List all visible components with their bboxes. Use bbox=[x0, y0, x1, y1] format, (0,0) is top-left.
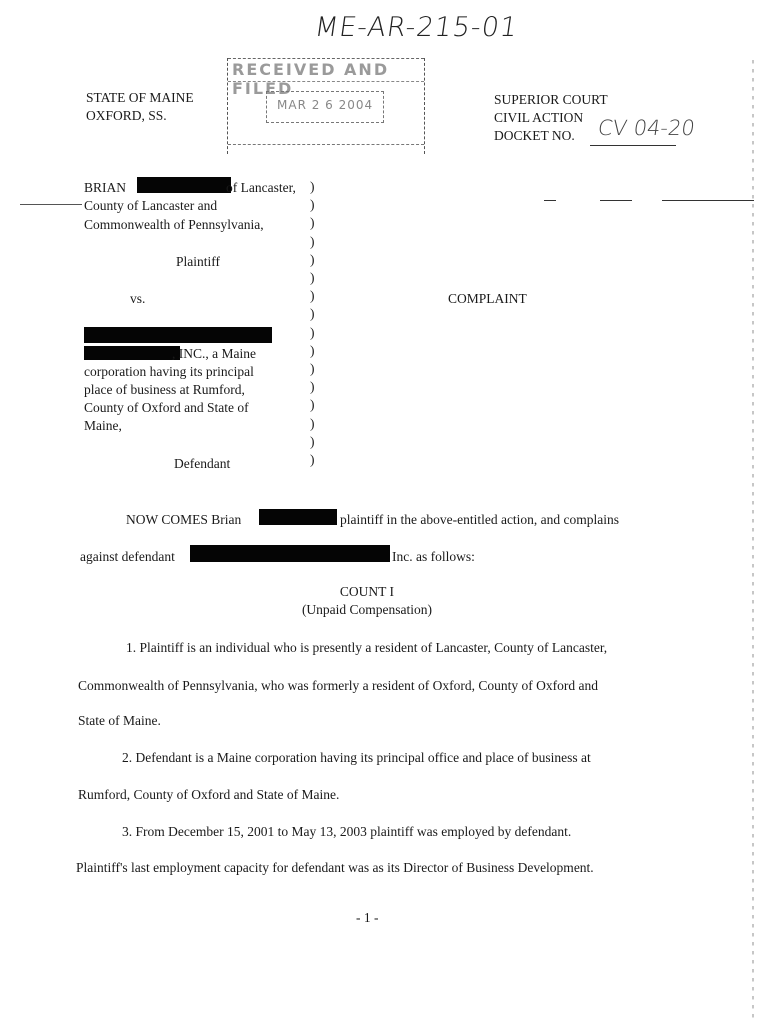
redaction-intro-plaintiff bbox=[259, 509, 337, 525]
header-docket-label: DOCKET NO. bbox=[494, 128, 575, 143]
plaintiff-county: County of Lancaster and bbox=[84, 198, 218, 213]
paragraph-3-line-1: 3. From December 15, 2001 to May 13, 2003 plaintiff was employed by defendant. bbox=[122, 824, 572, 839]
page-number: - 1 - bbox=[356, 910, 379, 925]
defendant-line-1: , INC., a Maine bbox=[172, 346, 256, 361]
intro-line-1-end: plaintiff in the above-entitled action, and complains bbox=[340, 512, 620, 527]
paragraph-1-line-3: State of Maine. bbox=[78, 713, 161, 728]
intro-line-2-start: against defendant bbox=[80, 549, 175, 564]
handwritten-case-ref: ME-AR-215-01 bbox=[312, 12, 521, 43]
intro-line-2-end: Inc. as follows: bbox=[392, 549, 475, 564]
stamp-bottom-rule bbox=[228, 144, 424, 145]
scan-edge-artifact bbox=[752, 60, 754, 1020]
docket-underline bbox=[590, 145, 676, 146]
paragraph-1-line-1: 1. Plaintiff is an individual who is presently a resident of Lancaster, County of Lancaster, bbox=[126, 640, 608, 655]
paragraph-2-line-1: 2. Defendant is a Maine corporation having its principal office and place of business at bbox=[122, 750, 591, 765]
versus: vs. bbox=[130, 291, 146, 306]
header-county: OXFORD, SS. bbox=[86, 108, 167, 123]
plaintiff-commonwealth: Commonwealth of Pennsylvania, bbox=[84, 217, 264, 232]
handwritten-docket-number: CV 04-20 bbox=[596, 116, 697, 140]
redaction-defendant-name-1 bbox=[84, 327, 272, 343]
redaction-plaintiff-surname bbox=[137, 177, 231, 193]
plaintiff-role: Plaintiff bbox=[176, 254, 221, 269]
caption-rule-3 bbox=[662, 200, 754, 201]
plaintiff-residence: of Lancaster, bbox=[226, 180, 296, 195]
paragraph-2-line-2: Rumford, County of Oxford and State of Maine. bbox=[78, 787, 340, 802]
defendant-line-2: corporation having its principal bbox=[84, 364, 254, 379]
defendant-role: Defendant bbox=[174, 456, 231, 471]
intro-line-1-start: NOW COMES Brian bbox=[126, 512, 242, 527]
header-court: SUPERIOR COURT bbox=[494, 92, 608, 107]
left-edge-mark bbox=[20, 204, 82, 205]
defendant-line-4: County of Oxford and State of bbox=[84, 400, 249, 415]
caption-rule-1 bbox=[544, 200, 556, 201]
plaintiff-name-first: BRIAN bbox=[84, 180, 127, 195]
defendant-line-5: Maine, bbox=[84, 418, 122, 433]
defendant-line-3: place of business at Rumford, bbox=[84, 382, 245, 397]
document-title: COMPLAINT bbox=[448, 291, 527, 306]
caption-bracket-column: ) ) ) ) ) ) ) ) ) ) ) ) ) ) ) ) bbox=[310, 179, 315, 468]
stamp-title: RECEIVED AND FILED bbox=[232, 60, 390, 98]
caption-rule-2 bbox=[600, 200, 632, 201]
paragraph-3-line-2: Plaintiff's last employment capacity for defendant was as its Director of Business Development. bbox=[76, 860, 594, 875]
redaction-defendant-name-2 bbox=[84, 346, 180, 360]
stamp-date: MAR 2 6 2004 bbox=[277, 98, 374, 112]
stamp-date-box bbox=[266, 91, 384, 123]
header-state: STATE OF MAINE bbox=[86, 90, 194, 105]
header-civil-action: CIVIL ACTION bbox=[494, 110, 584, 125]
count-subheading: (Unpaid Compensation) bbox=[301, 602, 433, 617]
redaction-intro-defendant bbox=[190, 545, 390, 562]
paragraph-1-line-2: Commonwealth of Pennsylvania, who was formerly a resident of Oxford, County of Oxford and bbox=[78, 678, 599, 693]
count-heading: COUNT I bbox=[339, 584, 395, 599]
received-filed-stamp bbox=[227, 58, 425, 154]
